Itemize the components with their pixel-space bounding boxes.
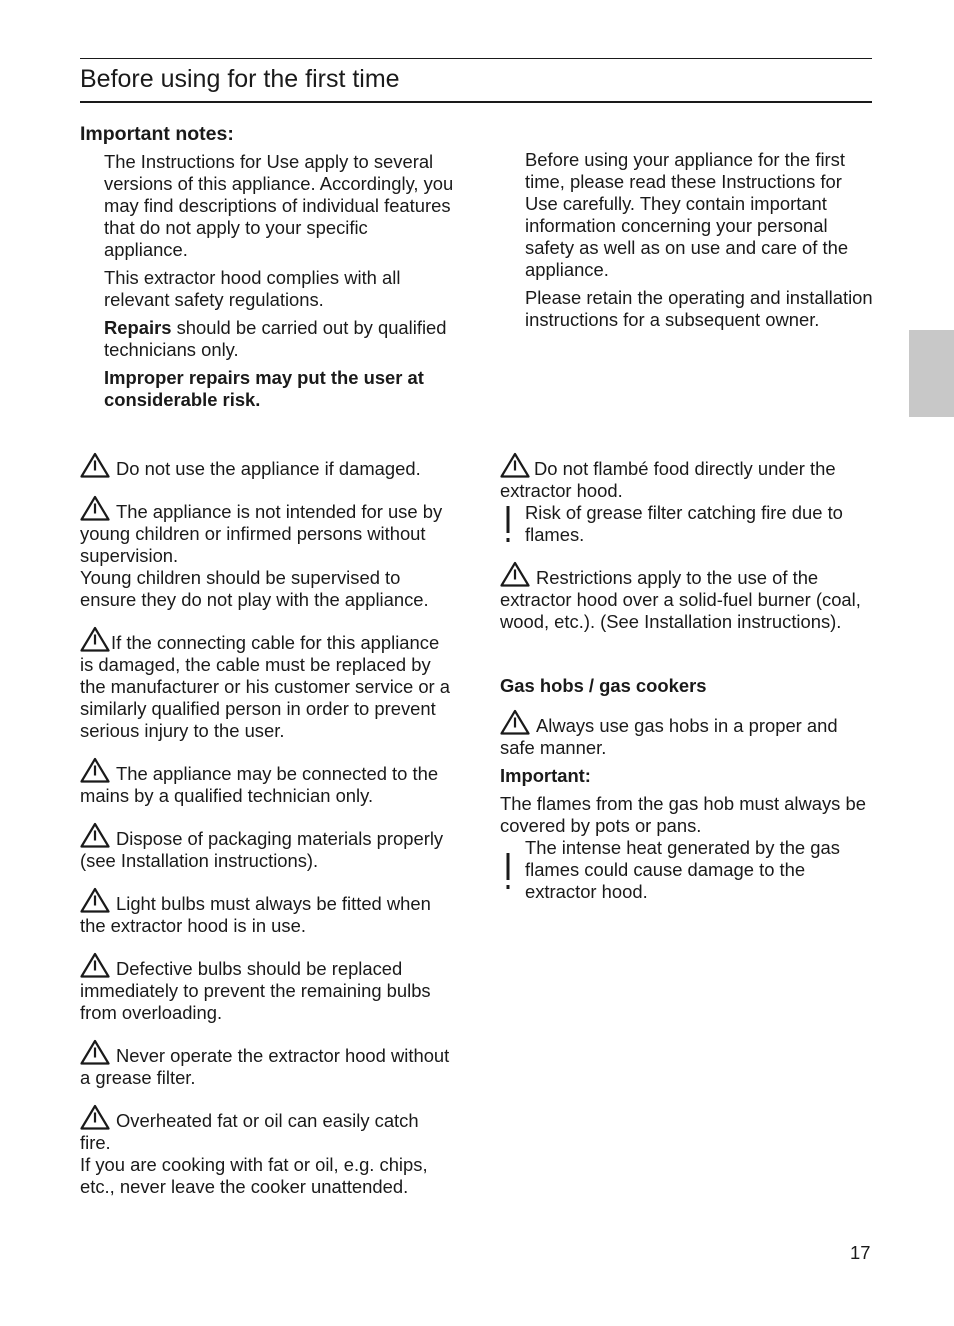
warning-text: Always use gas hobs in a proper and safe manner. [500, 715, 838, 758]
top-rule [80, 58, 872, 59]
note-safety-regulations: This extractor hood complies with all relevant safety regulations. [104, 267, 401, 310]
warning-text: Restrictions apply to the use of the extractor hood over a solid-fuel burner (coal, wood, etc.). (See Installation instructions). [500, 567, 861, 632]
section-tab-marker [909, 330, 954, 417]
caution-text: The intense heat generated by the gas flames could cause damage to the extractor hood. [525, 837, 840, 902]
warning-triangle-icon [80, 1104, 110, 1130]
warning-item [500, 452, 870, 546]
caution-note [500, 502, 870, 546]
gas-hobs-heading: Gas hobs / gas cookers [500, 675, 707, 696]
caution-note [500, 837, 870, 903]
warning-text: Dispose of packaging materials properly (see Installation instructions). [80, 828, 444, 871]
warnings-right-column [500, 452, 870, 903]
warning-triangle-icon [80, 495, 110, 521]
warning-extra: If you are cooking with fat or oil, e.g. chips, etc., never leave the cooker unattended. [80, 1154, 428, 1197]
note-versions: The Instructions for Use apply to several versions of this appliance. Accordingly, you may find descriptions of individual features that do not apply to your specific appliance. [104, 151, 454, 260]
warning-triangle-icon [500, 561, 530, 587]
note-read-instructions: Before using your appliance for the first time, please read these Instructions for Use carefully. They contain important information concerning your personal safety as well as on use and care of the appliance. [525, 149, 849, 280]
warnings-left-column [80, 452, 452, 1213]
notes-right-column [525, 149, 875, 337]
warning-text: Never operate the extractor hood without a grease filter. [80, 1045, 450, 1088]
warning-triangle-icon [80, 757, 110, 783]
warning-text: Do not use the appliance if damaged. [116, 458, 421, 479]
warning-triangle-icon [500, 709, 530, 735]
warning-text: The appliance is not intended for use by young children or infirmed persons without supervision. [80, 501, 443, 566]
warning-item [80, 1039, 452, 1089]
important-notes-heading: Important notes: [80, 123, 234, 145]
warning-text: Overheated fat or oil can easily catch fire. [80, 1110, 419, 1153]
repairs-label: Repairs [104, 317, 172, 338]
warning-item [80, 452, 452, 480]
exclamation-icon [500, 506, 516, 544]
warning-triangle-icon [80, 822, 110, 848]
warning-item [80, 887, 452, 937]
important-text: The flames from the gas hob must always be covered by pots or pans. [500, 793, 866, 836]
important-label: Important: [500, 765, 591, 786]
warning-triangle-icon [80, 952, 110, 978]
warning-triangle-icon [500, 452, 530, 478]
repairs-text: should be carried out by qualified technicians only. [104, 317, 447, 360]
warning-text: The appliance may be connected to the mains by a qualified technician only. [80, 763, 439, 806]
warning-text: Defective bulbs should be replaced immediately to prevent the remaining bulbs from overloading. [80, 958, 431, 1023]
page-title: Before using for the first time [80, 65, 400, 93]
warning-text: Light bulbs must always be fitted when the extractor hood is in use. [80, 893, 431, 936]
warning-triangle-icon [80, 887, 110, 913]
warning-item [80, 952, 452, 1024]
warning-text: Do not flambé food directly under the extractor hood. [500, 458, 836, 501]
warning-item [80, 495, 452, 611]
warning-item [80, 626, 452, 742]
exclamation-icon [500, 853, 516, 891]
notes-left-column [104, 151, 454, 417]
caution-text: Risk of grease filter catching fire due to flames. [525, 502, 843, 545]
warning-triangle-icon [80, 1039, 110, 1065]
warning-item [500, 561, 870, 633]
warning-item [80, 822, 452, 872]
note-retain-instructions: Please retain the operating and installation instructions for a subsequent owner. [525, 287, 873, 330]
warning-item [80, 1104, 452, 1198]
warning-triangle-icon [80, 626, 110, 652]
warning-triangle-icon [80, 452, 110, 478]
page-number: 17 [850, 1242, 871, 1263]
warning-item [80, 757, 452, 807]
note-improper-repairs: Improper repairs may put the user at considerable risk. [104, 367, 424, 410]
warning-item [500, 709, 870, 759]
warning-text: If the connecting cable for this appliance is damaged, the cable must be replaced by the manufacturer or his customer service or a similarly qualified person in order to prevent serious injury to the user. [80, 632, 451, 741]
warning-extra: Young children should be supervised to ensure they do not play with the appliance. [80, 567, 429, 610]
title-underline [80, 101, 872, 103]
note-repairs [104, 317, 454, 361]
